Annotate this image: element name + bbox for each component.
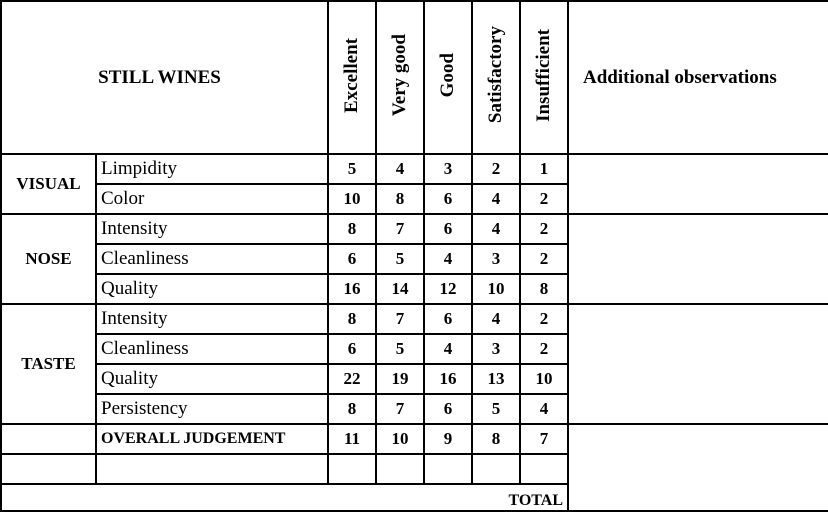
observations-nose-field[interactable] [568,214,828,304]
score-cell[interactable]: 6 [424,214,472,244]
empty-cell [1,454,96,484]
rating-label: Good [437,52,459,98]
criterion-label: Color [96,184,328,214]
criterion-label: Quality [96,274,328,304]
score-cell[interactable]: 2 [520,244,568,274]
empty-cell[interactable] [376,454,424,484]
score-cell[interactable]: 7 [376,394,424,424]
score-cell[interactable]: 4 [472,304,520,334]
score-cell[interactable]: 4 [472,184,520,214]
score-cell[interactable]: 9 [424,424,472,454]
empty-cell[interactable] [472,454,520,484]
score-cell[interactable]: 5 [472,394,520,424]
criterion-label: Cleanliness [96,334,328,364]
score-cell[interactable]: 22 [328,364,376,394]
score-cell[interactable]: 14 [376,274,424,304]
score-cell[interactable]: 5 [376,244,424,274]
score-cell[interactable]: 2 [520,214,568,244]
score-cell[interactable]: 8 [520,274,568,304]
table-row [1,214,828,244]
score-cell[interactable]: 3 [472,244,520,274]
overall-judgement-label: OVERALL JUDGEMENT [96,424,328,454]
score-cell[interactable]: 2 [520,184,568,214]
score-cell[interactable]: 6 [328,334,376,364]
empty-cell[interactable] [328,454,376,484]
score-cell[interactable]: 6 [328,244,376,274]
score-cell[interactable]: 4 [424,244,472,274]
score-cell[interactable]: 6 [424,394,472,424]
score-cell[interactable]: 10 [376,424,424,454]
criterion-label: Intensity [96,304,328,334]
score-cell[interactable]: 4 [472,214,520,244]
rating-header-excellent [328,1,376,154]
rating-label: Very good [389,33,411,117]
empty-cell[interactable] [520,454,568,484]
rating-label: Satisfactory [485,26,507,124]
criterion-label: Limpidity [96,154,328,184]
criterion-label: Cleanliness [96,244,328,274]
score-cell[interactable]: 3 [472,334,520,364]
observations-overall-field[interactable] [568,424,828,511]
criterion-label: Persistency [96,394,328,424]
score-cell[interactable]: 10 [520,364,568,394]
score-cell[interactable]: 10 [328,184,376,214]
empty-cell[interactable] [424,454,472,484]
table-row [1,304,828,334]
score-cell[interactable]: 8 [328,214,376,244]
score-cell[interactable]: 6 [424,304,472,334]
score-cell[interactable]: 8 [472,424,520,454]
overall-row [1,424,828,454]
score-cell[interactable]: 16 [328,274,376,304]
score-cell[interactable]: 7 [376,304,424,334]
rating-header-very-good [376,1,424,154]
score-cell[interactable]: 4 [520,394,568,424]
score-cell[interactable]: 2 [520,334,568,364]
criterion-label: Quality [96,364,328,394]
category-nose: NOSE [1,214,96,304]
criterion-label: Intensity [96,214,328,244]
header-row [1,1,828,154]
score-cell[interactable]: 1 [520,154,568,184]
observations-header: Additional observations [568,1,828,154]
score-cell[interactable]: 5 [328,154,376,184]
score-cell[interactable]: 19 [376,364,424,394]
rating-header-good [424,1,472,154]
observations-taste-field[interactable] [568,304,828,424]
score-cell[interactable]: 13 [472,364,520,394]
rating-header-insufficient [520,1,568,154]
score-cell[interactable]: 4 [376,154,424,184]
category-visual: VISUAL [1,154,96,214]
score-cell[interactable]: 4 [424,334,472,364]
rating-label: Insufficient [533,28,555,122]
empty-cell[interactable] [96,454,328,484]
score-cell[interactable]: 6 [424,184,472,214]
score-cell[interactable]: 16 [424,364,472,394]
total-label: TOTAL [1,484,568,511]
score-cell[interactable]: 8 [328,304,376,334]
score-cell[interactable]: 2 [472,154,520,184]
score-cell[interactable]: 12 [424,274,472,304]
score-cell[interactable]: 8 [328,394,376,424]
score-cell[interactable]: 10 [472,274,520,304]
score-cell[interactable]: 7 [376,214,424,244]
score-cell[interactable]: 11 [328,424,376,454]
score-cell[interactable]: 3 [424,154,472,184]
empty-cell [1,424,96,454]
score-cell[interactable]: 8 [376,184,424,214]
observations-visual-field[interactable] [568,154,828,214]
category-taste: TASTE [1,304,96,424]
rating-header-satisfactory [472,1,520,154]
score-cell[interactable]: 7 [520,424,568,454]
score-cell[interactable]: 5 [376,334,424,364]
table-row [1,154,828,184]
sheet-title: STILL WINES [1,1,328,154]
rating-label: Excellent [341,37,363,113]
score-cell[interactable]: 2 [520,304,568,334]
